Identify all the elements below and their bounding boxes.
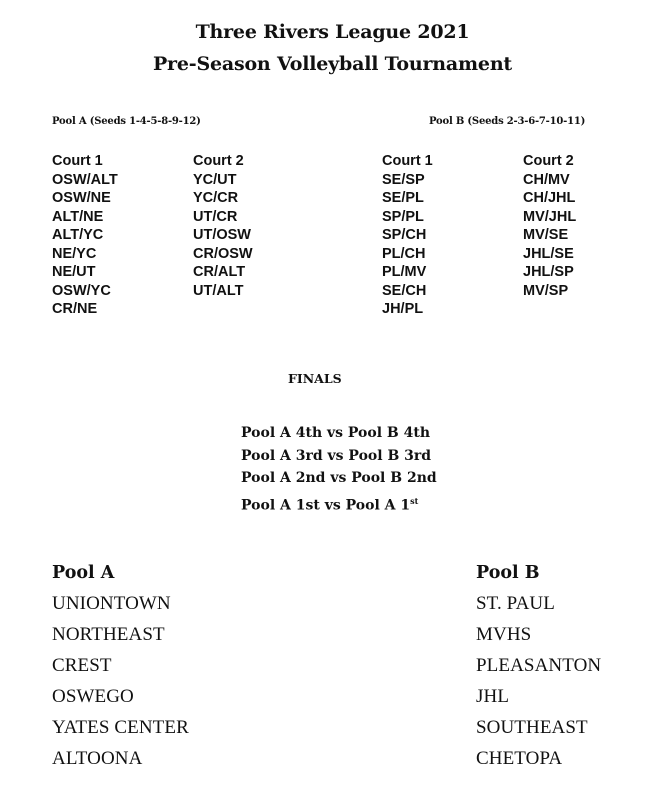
pool-b-roster bbox=[476, 558, 601, 774]
team-name: CREST bbox=[52, 655, 112, 676]
court-label: Court 2 bbox=[523, 153, 574, 169]
finals-match: Pool A 4th vs Pool B 4th bbox=[241, 425, 431, 441]
team-name: YATES CENTER bbox=[52, 717, 189, 738]
ordinal-suffix: st bbox=[410, 495, 419, 506]
pool-b-heading: Pool B (Seeds 2-3-6-7-10-11) bbox=[429, 116, 586, 127]
court-label: Court 2 bbox=[193, 153, 244, 169]
team-name: MVHS bbox=[476, 624, 532, 645]
match-item: CR/OSW bbox=[193, 245, 253, 262]
match-item: CR/NE bbox=[52, 301, 98, 317]
match-item: OSW/YC bbox=[52, 282, 111, 299]
roster-heading: Pool A bbox=[52, 563, 115, 583]
match-item: UT/CR bbox=[193, 208, 238, 225]
match-item: YC/CR bbox=[193, 190, 239, 206]
roster-heading: Pool B bbox=[476, 563, 540, 583]
team-name: JHL bbox=[476, 686, 510, 707]
match-item: UT/OSW bbox=[193, 227, 251, 243]
pool-a-heading: Pool A (Seeds 1-4-5-8-9-12) bbox=[52, 116, 201, 127]
page-title: Three Rivers League 2021 bbox=[195, 21, 470, 43]
pool-a-court2-schedule bbox=[193, 152, 253, 300]
finals-match: Pool A 2nd vs Pool B 2nd bbox=[241, 470, 437, 486]
match-item: YC/UT bbox=[193, 171, 237, 188]
team-name: PLEASANTON bbox=[476, 655, 602, 676]
court-label: Court 1 bbox=[382, 153, 433, 169]
match-item: JHL/SE bbox=[523, 245, 574, 262]
match-item: JHL/SP bbox=[523, 264, 574, 280]
team-name: ALTOONA bbox=[52, 748, 143, 769]
match-item: MV/JHL bbox=[523, 208, 577, 225]
team-name: NORTHEAST bbox=[52, 624, 165, 645]
match-item: OSW/ALT bbox=[52, 171, 118, 188]
match-item: CH/JHL bbox=[523, 190, 576, 206]
match-item: NE/UT bbox=[52, 264, 96, 280]
match-item: SP/PL bbox=[382, 208, 424, 225]
match-item: UT/ALT bbox=[193, 282, 244, 299]
match-item: SP/CH bbox=[382, 227, 427, 243]
match-item: ALT/YC bbox=[52, 227, 104, 243]
page-subtitle: Pre-Season Volleyball Tournament bbox=[152, 53, 513, 75]
match-item: MV/SP bbox=[523, 282, 569, 299]
finals-match-text: Pool A 1st vs Pool A 1 bbox=[241, 497, 411, 514]
pool-b-court1-schedule bbox=[382, 152, 433, 319]
team-name: UNIONTOWN bbox=[52, 593, 171, 614]
team-name: OSWEGO bbox=[52, 686, 134, 707]
match-item: NE/YC bbox=[52, 245, 97, 262]
match-item: SE/PL bbox=[382, 190, 424, 206]
finals-match: Pool A 3rd vs Pool B 3rd bbox=[241, 447, 432, 464]
team-name: SOUTHEAST bbox=[476, 717, 588, 738]
pool-b-court2-schedule bbox=[523, 152, 576, 300]
team-name: CHETOPA bbox=[476, 748, 563, 769]
match-item: MV/SE bbox=[523, 227, 569, 243]
finals-matches bbox=[241, 422, 437, 517]
match-item: JH/PL bbox=[382, 301, 424, 317]
match-item: SE/SP bbox=[382, 171, 425, 188]
match-item: ALT/NE bbox=[52, 208, 104, 225]
finals-heading: FINALS bbox=[288, 371, 342, 386]
match-item: SE/CH bbox=[382, 282, 427, 299]
pool-a-roster bbox=[52, 558, 189, 774]
match-item: CR/ALT bbox=[193, 264, 246, 280]
match-item: PL/CH bbox=[382, 245, 426, 262]
match-item: PL/MV bbox=[382, 264, 427, 280]
match-item: OSW/NE bbox=[52, 190, 111, 206]
team-name: ST. PAUL bbox=[476, 593, 555, 614]
pool-a-court1-schedule bbox=[52, 152, 118, 319]
match-item: CH/MV bbox=[523, 171, 570, 188]
finals-match bbox=[241, 490, 437, 517]
court-label: Court 1 bbox=[52, 153, 103, 169]
